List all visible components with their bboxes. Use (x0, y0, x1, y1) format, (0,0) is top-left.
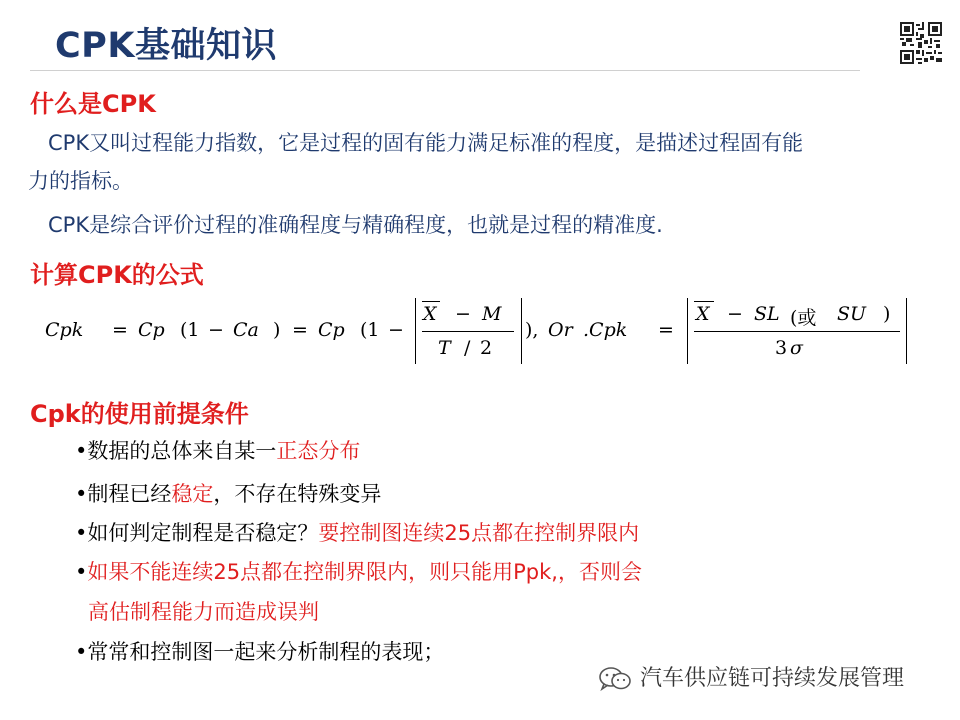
formula-minus: − (727, 303, 743, 325)
paragraph-precision: CPK是综合评价过程的准确程度与精确程度，也就是过程的精准度. (48, 213, 663, 237)
formula-paren-open: (1 (180, 319, 200, 341)
xbar-overline (422, 301, 440, 302)
fraction-bar-2 (694, 331, 900, 332)
xbar-overline-2 (694, 301, 714, 302)
formula-two: 2 (480, 337, 493, 359)
fraction-bar (422, 331, 514, 332)
watermark-text: 汽车供应链可持续发展管理 (640, 666, 905, 691)
title-divider (30, 70, 860, 71)
formula-t: T (438, 337, 451, 359)
cpk-formula (30, 295, 930, 370)
formula-equals: = (112, 319, 128, 341)
formula-cpk: Cpk (45, 319, 84, 341)
list-item: •制程已经稳定，不存在特殊变异 (75, 482, 382, 506)
section-heading-what-is-cpk: 什么是CPK (30, 90, 156, 118)
abs-bar-left (415, 298, 416, 364)
formula-paren-close: ) (273, 319, 281, 341)
list-item-continuation: 高估制程能力而造成误判 (88, 600, 319, 624)
formula-sl: SL (754, 303, 780, 325)
formula-xbar: X (696, 303, 710, 325)
abs-bar-right-2 (906, 298, 907, 364)
formula-slash: / (464, 337, 471, 359)
formula-sigma: σ (790, 337, 803, 359)
list-item: •常常和控制图一起来分析制程的表现； (75, 640, 445, 664)
formula-or: Or (548, 319, 573, 341)
formula-equals: = (292, 319, 308, 341)
list-item: •如果不能连续25点都在控制界限内，则只能用Ppk,，否则会 (75, 560, 642, 584)
formula-cpk-alt: .Cpk (583, 319, 628, 341)
abs-bar-left-2 (687, 298, 688, 364)
formula-three: 3 (775, 337, 788, 359)
formula-paren-close: ) (883, 303, 891, 325)
formula-xbar: X (423, 303, 437, 325)
page-title: CPK基础知识 (55, 26, 277, 66)
formula-equals: = (658, 319, 674, 341)
formula-or-cn: (或 (790, 307, 817, 329)
formula-su: SU (837, 303, 867, 325)
formula-minus: − (208, 319, 224, 341)
paragraph-definition-line1: CPK又叫过程能力指数，它是过程的固有能力满足标准的程度，是描述过程固有能 (48, 131, 804, 155)
paragraph-definition-line2: 力的指标。 (28, 169, 133, 193)
formula-ca: Ca (233, 319, 259, 341)
section-heading-preconditions: Cpk的使用前提条件 (30, 400, 249, 428)
list-item: •数据的总体来自某一正态分布 (75, 439, 361, 463)
wechat-icon (598, 666, 632, 692)
list-item: •如何判定制程是否稳定？要控制图连续25点都在控制界限内 (75, 521, 640, 545)
qr-code-icon (900, 22, 942, 64)
watermark (598, 661, 904, 692)
formula-minus: − (455, 303, 471, 325)
formula-paren-open: (1 (360, 319, 380, 341)
section-heading-formula: 计算CPK的公式 (30, 261, 204, 289)
abs-bar-right (521, 298, 522, 364)
formula-m: M (482, 303, 502, 325)
formula-close-comma: ), (525, 319, 539, 341)
formula-cp: Cp (318, 319, 345, 341)
formula-minus: − (388, 319, 404, 341)
formula-cp: Cp (138, 319, 165, 341)
